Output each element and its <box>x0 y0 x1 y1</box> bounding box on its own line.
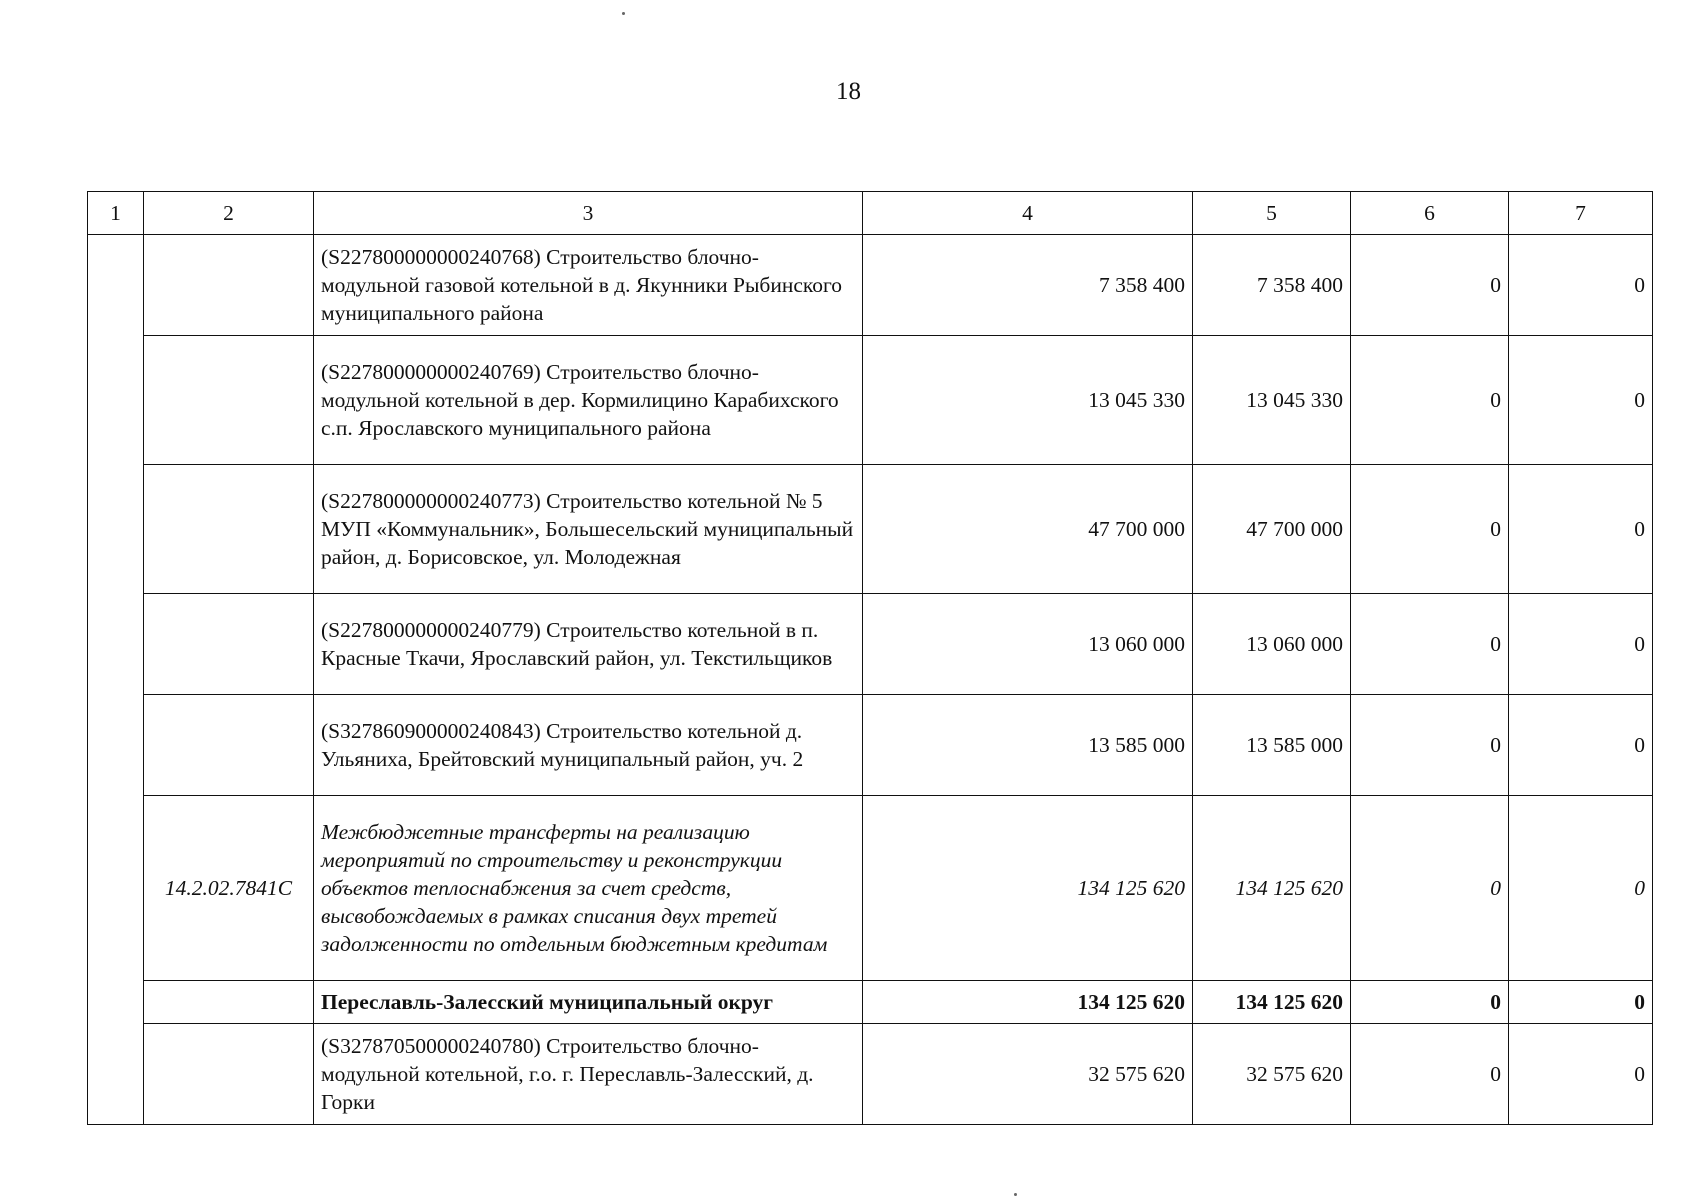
table-header-row <box>88 192 1653 235</box>
value-col7-cell: 0 <box>1509 594 1653 695</box>
value-col6-cell: 0 <box>1351 235 1509 336</box>
scan-speck <box>1014 1193 1017 1196</box>
column-header-1: 1 <box>88 192 144 235</box>
name-cell: (S227800000000240779) Строительство котельной в п. Красные Ткачи, Ярославский район, ул. Текстильщиков <box>314 594 863 695</box>
value-col6-cell: 0 <box>1351 695 1509 796</box>
value-col7-cell: 0 <box>1509 981 1653 1024</box>
value-col4-cell: 13 045 330 <box>863 336 1193 465</box>
value-col4-cell: 134 125 620 <box>863 796 1193 981</box>
column-1-cell <box>88 235 144 1125</box>
name-cell: (S227800000000240768) Строительство блочно-модульной газовой котельной в д. Якунники Рыбинского муниципального района <box>314 235 863 336</box>
value-col7-cell: 0 <box>1509 1024 1653 1125</box>
name-cell: Переславль-Залесский муниципальный округ <box>314 981 863 1024</box>
code-cell <box>144 594 314 695</box>
table-row <box>88 594 1653 695</box>
scan-speck <box>622 12 625 15</box>
column-header-5: 5 <box>1193 192 1351 235</box>
table-row <box>88 695 1653 796</box>
code-cell <box>144 695 314 796</box>
code-cell <box>144 235 314 336</box>
table-row <box>88 1024 1653 1125</box>
table-row-subsection <box>88 796 1653 981</box>
value-col5-cell: 13 585 000 <box>1193 695 1351 796</box>
column-header-6: 6 <box>1351 192 1509 235</box>
name-cell: (S327860900000240843) Строительство котельной д. Ульяниха, Брейтовский муниципальный район, уч. 2 <box>314 695 863 796</box>
value-col7-cell: 0 <box>1509 695 1653 796</box>
value-col5-cell: 134 125 620 <box>1193 981 1351 1024</box>
value-col5-cell: 7 358 400 <box>1193 235 1351 336</box>
value-col6-cell: 0 <box>1351 336 1509 465</box>
name-cell: Межбюджетные трансферты на реализацию мероприятий по строительству и реконструкции объектов теплоснабжения за счет средств, высвобождаемых в рамках списания двух третей задолженности по отдельным бюджетным кредитам <box>314 796 863 981</box>
value-col6-cell: 0 <box>1351 465 1509 594</box>
value-col4-cell: 32 575 620 <box>863 1024 1193 1125</box>
value-col6-cell: 0 <box>1351 1024 1509 1125</box>
value-col5-cell: 32 575 620 <box>1193 1024 1351 1125</box>
code-cell <box>144 1024 314 1125</box>
name-cell: (S327870500000240780) Строительство блочно-модульной котельной, г.о. г. Переславль-Залесский, д. Горки <box>314 1024 863 1125</box>
name-cell: (S227800000000240769) Строительство блочно-модульной котельной в дер. Кормилицино Карабихского с.п. Ярославского муниципального района <box>314 336 863 465</box>
value-col4-cell: 7 358 400 <box>863 235 1193 336</box>
table-row <box>88 465 1653 594</box>
table-row <box>88 336 1653 465</box>
table-row <box>88 235 1653 336</box>
budget-table <box>87 191 1653 1125</box>
value-col4-cell: 13 060 000 <box>863 594 1193 695</box>
value-col5-cell: 47 700 000 <box>1193 465 1351 594</box>
code-cell <box>144 981 314 1024</box>
page-number: 18 <box>836 78 861 105</box>
column-header-3: 3 <box>314 192 863 235</box>
value-col7-cell: 0 <box>1509 235 1653 336</box>
table-row-district-total <box>88 981 1653 1024</box>
code-cell <box>144 465 314 594</box>
value-col6-cell: 0 <box>1351 981 1509 1024</box>
value-col7-cell: 0 <box>1509 465 1653 594</box>
value-col4-cell: 47 700 000 <box>863 465 1193 594</box>
column-header-7: 7 <box>1509 192 1653 235</box>
value-col5-cell: 134 125 620 <box>1193 796 1351 981</box>
value-col5-cell: 13 060 000 <box>1193 594 1351 695</box>
name-cell: (S227800000000240773) Строительство котельной № 5 МУП «Коммунальник», Большесельский муниципальный район, д. Борисовское, ул. Молодежная <box>314 465 863 594</box>
code-cell <box>144 336 314 465</box>
value-col7-cell: 0 <box>1509 796 1653 981</box>
column-header-4: 4 <box>863 192 1193 235</box>
value-col5-cell: 13 045 330 <box>1193 336 1351 465</box>
value-col6-cell: 0 <box>1351 796 1509 981</box>
value-col7-cell: 0 <box>1509 336 1653 465</box>
code-cell: 14.2.02.7841С <box>144 796 314 981</box>
value-col4-cell: 134 125 620 <box>863 981 1193 1024</box>
column-header-2: 2 <box>144 192 314 235</box>
value-col6-cell: 0 <box>1351 594 1509 695</box>
value-col4-cell: 13 585 000 <box>863 695 1193 796</box>
